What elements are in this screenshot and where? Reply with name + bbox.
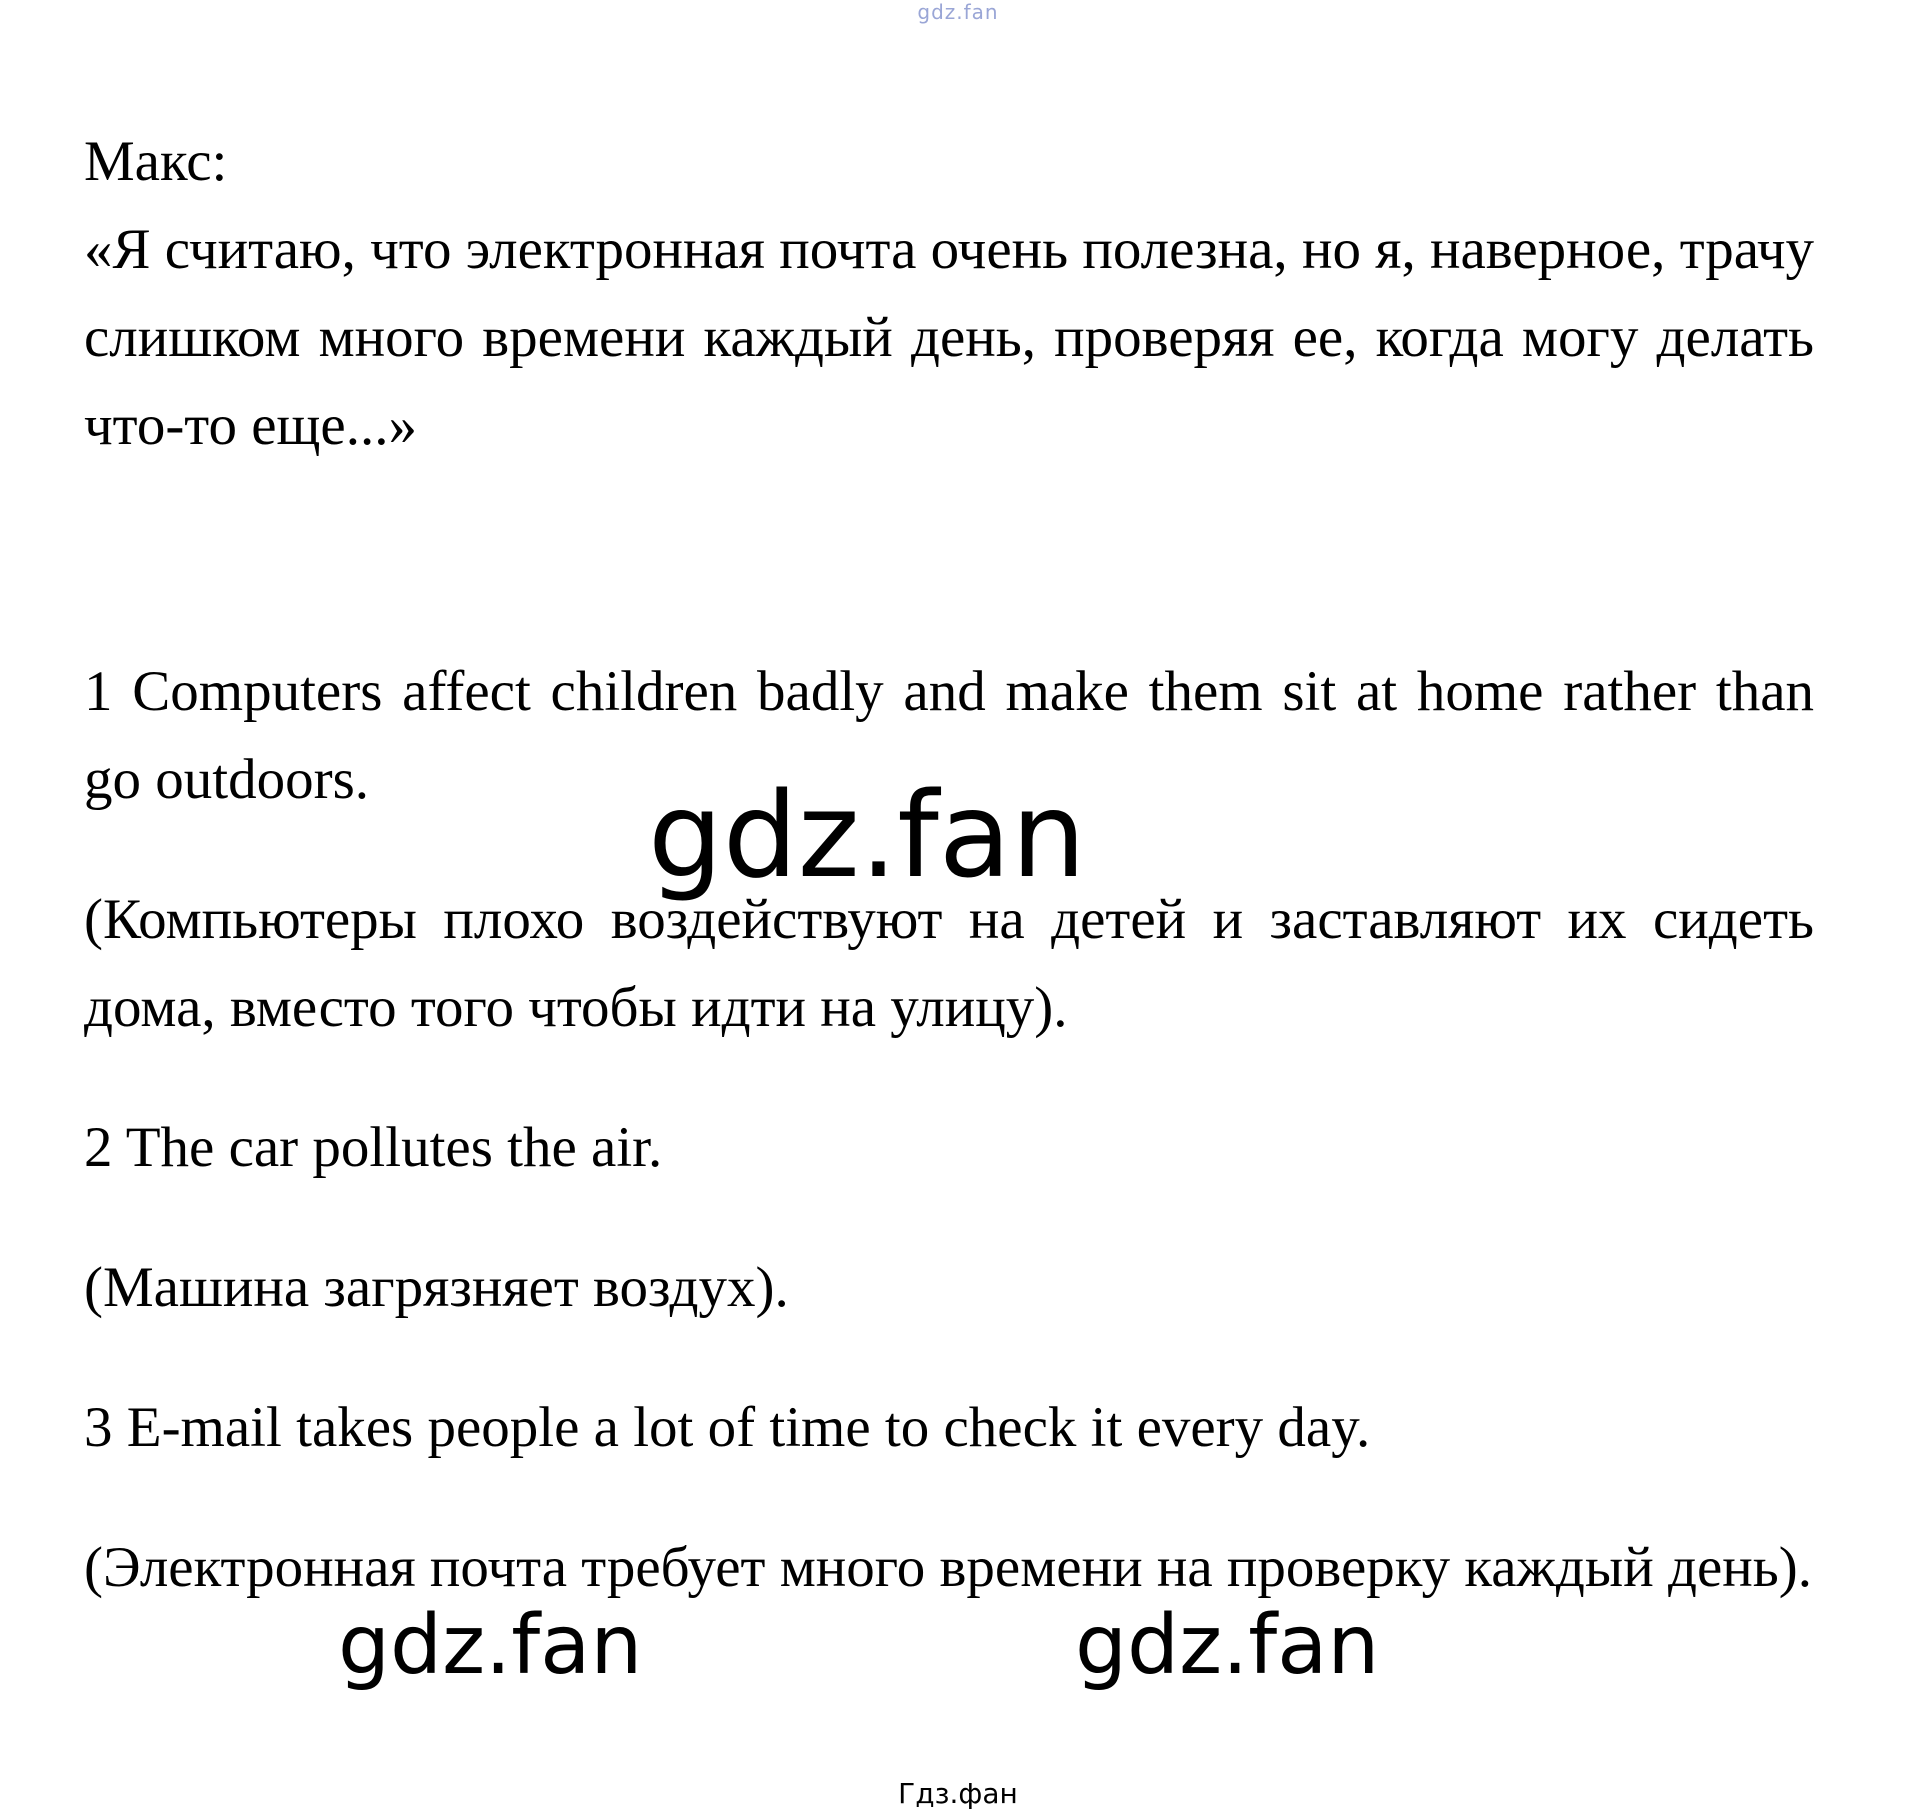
speaker-label: Макс: bbox=[84, 130, 228, 193]
watermark-bottom-right: gdz.fan bbox=[1075, 1598, 1380, 1693]
watermark-bottom-left: gdz.fan bbox=[338, 1598, 643, 1693]
item-3-english: 3 E-mail takes people a lot of time to check it every day. bbox=[84, 1396, 1371, 1459]
watermark-center: gdz.fan bbox=[648, 766, 1086, 904]
item-1-russian: (Компьютеры плохо воздействуют на детей и заставляют их сидеть дома, вместо того чтобы идти на улицу). bbox=[84, 888, 1814, 1039]
speaker-quote: «Я считаю, что электронная почта очень полезна, но я, наверное, трачу слишком много времени каждый день, проверяя ее, когда могу делать что-то еще...» bbox=[84, 218, 1814, 457]
item-1-english: 1 Computers affect children badly and make them sit at home rather than go outdoors. bbox=[84, 660, 1814, 811]
item-2-russian: (Машина загрязняет воздух). bbox=[84, 1256, 789, 1319]
footer-text: Гдз.фан bbox=[898, 1777, 1018, 1810]
item-3-russian: (Электронная почта требует много времени на проверку каждый день). bbox=[84, 1536, 1813, 1599]
item-2-english: 2 The car pollutes the air. bbox=[84, 1116, 663, 1179]
top-watermark: gdz.fan bbox=[917, 0, 999, 24]
